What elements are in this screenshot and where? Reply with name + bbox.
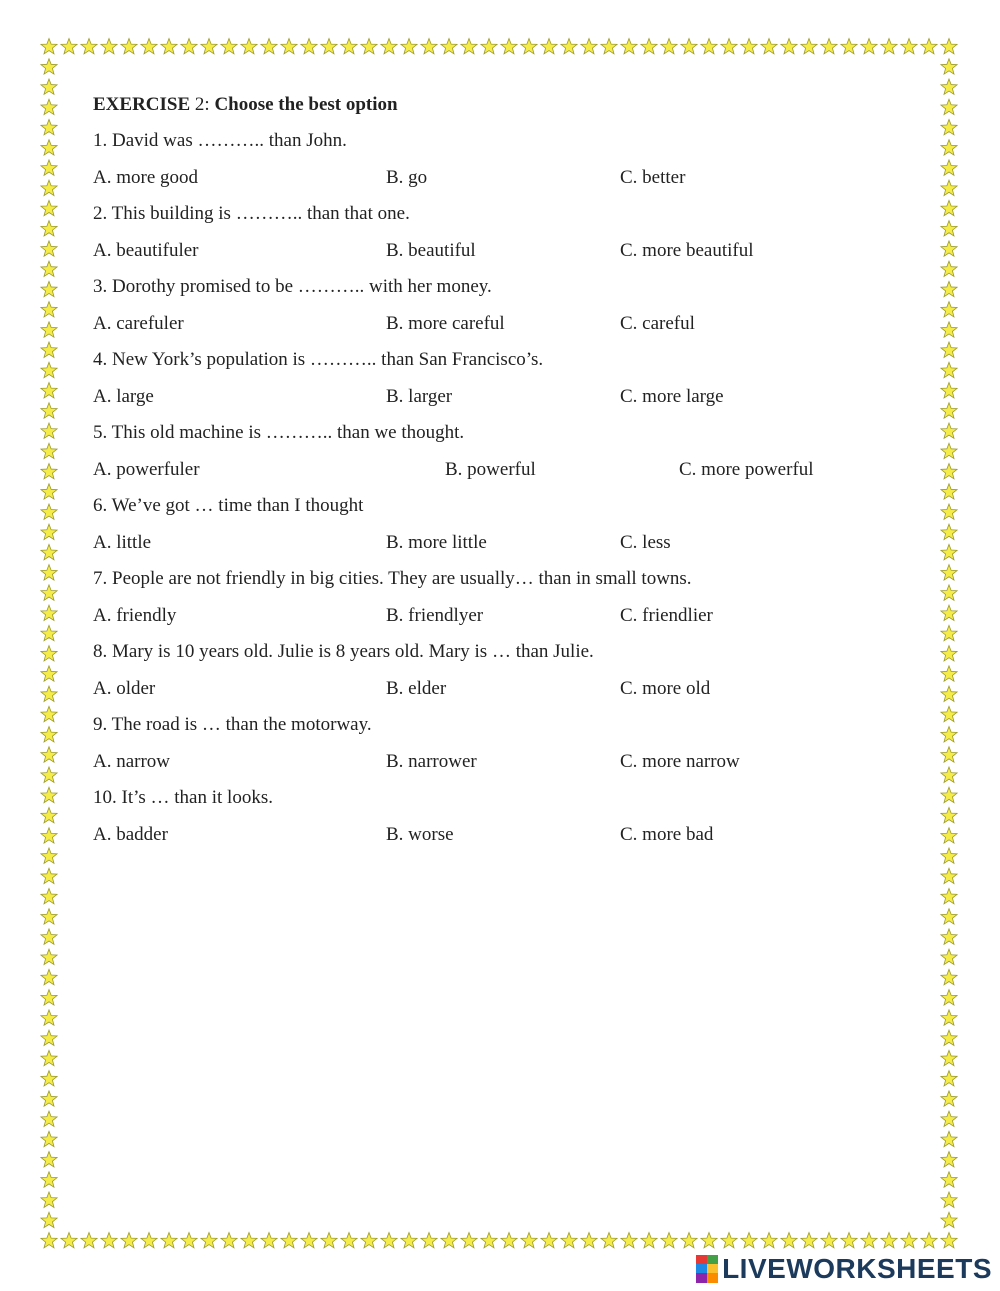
star-icon [941,969,957,984]
star-icon [41,1192,57,1207]
star-icon [161,1233,177,1248]
star-icon [81,1233,97,1248]
question-4 [93,347,913,420]
liveworksheets-logo-icon [696,1255,718,1283]
star-icon [41,1111,57,1126]
star-icon [321,39,337,54]
star-icon [461,39,477,54]
star-icon [521,1233,537,1248]
star-icon [941,929,957,944]
star-icon [41,929,57,944]
star-icon [801,39,817,54]
star-icon [381,1233,397,1248]
star-icon [521,39,537,54]
option-a[interactable]: A. older [93,677,156,699]
star-icon [841,39,857,54]
star-icon [261,1233,277,1248]
options-row [93,749,913,786]
star-icon [41,504,57,519]
logo-block [696,1273,707,1283]
star-icon [881,39,897,54]
option-c[interactable]: C. more beautiful [620,239,754,261]
star-icon [681,39,697,54]
star-icon [941,322,957,337]
star-icon [681,1233,697,1248]
question-2 [93,201,913,274]
star-icon [41,909,57,924]
star-icon [561,1233,577,1248]
star-icon [41,787,57,802]
star-icon [41,544,57,559]
star-icon [41,221,57,236]
star-icon [41,888,57,903]
star-icon [761,1233,777,1248]
star-icon [941,484,957,499]
option-c[interactable]: C. more powerful [679,458,814,480]
star-icon [41,342,57,357]
question-9 [93,712,913,785]
star-icon [41,808,57,823]
star-icon [941,868,957,883]
star-icon [361,1233,377,1248]
star-icon [41,969,57,984]
star-icon [41,949,57,964]
star-icon [641,1233,657,1248]
options-row [93,238,913,275]
star-icon [941,160,957,175]
star-icon [941,727,957,742]
star-icon [41,1010,57,1025]
star-icon [41,706,57,721]
star-icon [341,1233,357,1248]
star-icon [41,868,57,883]
option-b[interactable]: B. powerful [445,458,536,480]
star-icon [81,39,97,54]
star-icon [101,1233,117,1248]
star-icon [41,1091,57,1106]
star-icon [941,808,957,823]
star-icon [41,261,57,276]
star-icon [41,1152,57,1167]
star-icon [261,39,277,54]
star-icon [41,727,57,742]
star-icon [941,39,957,54]
option-c[interactable]: C. more bad [620,823,714,845]
star-icon [441,1233,457,1248]
options-row [93,530,913,567]
question-6 [93,493,913,566]
star-icon [941,140,957,155]
star-icon [61,39,77,54]
star-icon [941,1111,957,1126]
star-icon [661,1233,677,1248]
star-icon [941,747,957,762]
option-c[interactable]: C. more large [620,385,724,407]
star-icon [941,79,957,94]
star-icon [601,39,617,54]
question-text: 10. It’s … than it looks. [93,787,273,808]
question-text: 1. David was ……….. than John. [93,130,347,151]
options-row [93,676,913,713]
star-icon [501,1233,517,1248]
star-icon [301,39,317,54]
star-icon [41,1233,57,1248]
star-icon [41,484,57,499]
star-icon [341,39,357,54]
star-icon [421,1233,437,1248]
star-icon [721,39,737,54]
question-8 [93,639,913,712]
option-b[interactable]: B. larger [386,385,453,407]
star-icon [281,39,297,54]
star-icon [941,990,957,1005]
exercise-title: EXERCISE 2: Choose the best option [93,94,398,115]
star-icon [401,1233,417,1248]
option-a[interactable]: A. powerfuler [93,458,200,480]
star-icon [941,281,957,296]
option-b[interactable]: B. elder [386,677,447,699]
logo-block [696,1264,707,1273]
exercise-label: EXERCISE [93,94,191,115]
question-text: 2. This building is ……….. than that one. [93,203,410,224]
star-icon [481,39,497,54]
star-icon [941,706,957,721]
star-icon [221,1233,237,1248]
star-icon [941,119,957,134]
option-b[interactable]: B. narrower [386,750,477,772]
option-c[interactable]: C. less [620,531,671,553]
star-icon [41,585,57,600]
star-icon [41,605,57,620]
brand-text: LIVEWORKSHEETS [722,1253,992,1284]
question-text: 8. Mary is 10 years old. Julie is 8 years old. Mary is … than Julie. [93,641,594,662]
star-icon [701,1233,717,1248]
star-icon [41,666,57,681]
star-icon [601,1233,617,1248]
question-3 [93,274,913,347]
star-icon [41,241,57,256]
star-icon [581,1233,597,1248]
option-a[interactable]: A. large [93,385,154,407]
star-icon [941,666,957,681]
star-icon [941,1233,957,1248]
star-icon [941,362,957,377]
star-icon [941,1212,957,1227]
option-b[interactable]: B. worse [386,823,454,845]
star-icon [41,403,57,418]
star-icon [941,888,957,903]
option-b[interactable]: B. more little [386,531,487,553]
star-icon [41,39,57,54]
exercise-number: 2 [194,94,205,115]
star-icon [941,59,957,74]
options-row [93,822,913,859]
star-icon [41,646,57,661]
star-icon [761,39,777,54]
option-b[interactable]: B. more careful [386,312,505,334]
star-icon [941,99,957,114]
star-icon [41,1030,57,1045]
star-icon [41,140,57,155]
option-c[interactable]: C. better [620,166,686,188]
star-icon [941,646,957,661]
star-icon [941,544,957,559]
question-7 [93,566,913,639]
worksheet-content [93,92,913,858]
star-icon [941,221,957,236]
star-icon [861,1233,877,1248]
question-10 [93,785,913,858]
option-b[interactable]: B. friendlyer [386,604,484,626]
star-icon [201,39,217,54]
star-icon [181,1233,197,1248]
star-icon [41,423,57,438]
options-row [93,311,913,348]
star-icon [841,1233,857,1248]
star-icon [421,39,437,54]
star-icon [941,302,957,317]
star-icon [41,767,57,782]
option-a[interactable]: A. beautifuler [93,239,199,261]
star-icon [941,828,957,843]
star-icon [801,1233,817,1248]
star-icon [141,1233,157,1248]
star-icon [41,322,57,337]
star-icon [941,443,957,458]
question-text: 5. This old machine is ……….. than we thought. [93,422,465,443]
star-icon [41,180,57,195]
star-icon [941,383,957,398]
star-icon [41,362,57,377]
options-row [93,384,913,421]
star-icon [41,747,57,762]
options-row [93,603,913,640]
star-icon [941,524,957,539]
question-text: 4. New York’s population is ……….. than San Francisco’s. [93,349,544,370]
star-icon [41,828,57,843]
star-icon [41,383,57,398]
star-icon [41,565,57,580]
star-icon [501,39,517,54]
star-icon [41,1172,57,1187]
star-icon [941,1071,957,1086]
star-icon [641,39,657,54]
star-icon [941,909,957,924]
star-icon [41,99,57,114]
star-icon [941,949,957,964]
options-row [93,457,913,494]
star-icon [941,200,957,215]
star-icon [41,160,57,175]
star-icon [41,686,57,701]
star-icon [941,1050,957,1065]
star-icon [721,1233,737,1248]
star-icon [941,1010,957,1025]
star-icon [381,39,397,54]
star-icon [941,625,957,640]
star-icon [361,39,377,54]
question-1 [93,128,913,201]
star-icon [301,1233,317,1248]
option-a[interactable]: A. carefuler [93,312,184,334]
star-icon [821,1233,837,1248]
star-icon [941,565,957,580]
star-icon [941,463,957,478]
star-icon [541,1233,557,1248]
star-icon [41,79,57,94]
star-icon [41,59,57,74]
star-icon [41,1050,57,1065]
option-a[interactable]: A. little [93,531,152,553]
star-icon [661,39,677,54]
exercise-instruction: Choose the best option [214,94,398,115]
star-icon [621,1233,637,1248]
star-icon [781,39,797,54]
star-icon [241,39,257,54]
star-icon [901,1233,917,1248]
star-icon [161,39,177,54]
star-icon [821,39,837,54]
star-icon [61,1233,77,1248]
question-text: 7. People are not friendly in big cities. They are usually… than in small towns. [93,568,692,589]
star-icon [941,605,957,620]
star-icon [921,1233,937,1248]
star-icon [921,39,937,54]
star-icon [941,180,957,195]
star-icon [701,39,717,54]
option-c[interactable]: C. more narrow [620,750,740,772]
star-icon [941,1152,957,1167]
star-icon [41,1131,57,1146]
star-icon [581,39,597,54]
logo-block [707,1273,718,1283]
logo-block [707,1264,718,1273]
star-icon [941,504,957,519]
star-icon [941,1172,957,1187]
star-icon [941,342,957,357]
star-icon [621,39,637,54]
star-icon [941,767,957,782]
star-icon [121,1233,137,1248]
star-icon [941,241,957,256]
star-icon [41,1212,57,1227]
options-row [93,165,913,202]
star-icon [941,1192,957,1207]
question-text: 9. The road is … than the motorway. [93,714,372,735]
option-c[interactable]: C. careful [620,312,695,334]
star-icon [281,1233,297,1248]
option-b[interactable]: B. go [386,166,428,188]
star-icon [41,848,57,863]
star-icon [121,39,137,54]
star-icon [741,39,757,54]
star-icon [941,1030,957,1045]
option-a[interactable]: A. friendly [93,604,177,626]
star-icon [441,39,457,54]
star-icon [941,403,957,418]
star-icon [461,1233,477,1248]
star-icon [221,39,237,54]
star-icon [41,524,57,539]
star-icon [41,463,57,478]
logo-block [707,1255,718,1264]
star-icon [781,1233,797,1248]
star-icon [941,261,957,276]
star-icon [41,119,57,134]
option-a[interactable]: A. badder [93,823,168,845]
option-a[interactable]: A. more good [93,166,199,188]
star-icon [141,39,157,54]
star-icon [941,1091,957,1106]
star-icon [41,443,57,458]
question-text: 3. Dorothy promised to be ……….. with her money. [93,276,492,297]
star-icon [201,1233,217,1248]
star-icon [481,1233,497,1248]
option-b[interactable]: B. beautiful [386,239,476,261]
logo-block [696,1255,707,1264]
star-icon [41,281,57,296]
star-icon [901,39,917,54]
question-5 [93,420,913,493]
option-c[interactable]: C. friendlier [620,604,713,626]
option-c[interactable]: C. more old [620,677,711,699]
star-icon [321,1233,337,1248]
star-icon [181,39,197,54]
star-icon [941,686,957,701]
star-icon [241,1233,257,1248]
star-icon [41,625,57,640]
star-icon [941,585,957,600]
star-icon [941,423,957,438]
star-icon [41,1071,57,1086]
star-icon [741,1233,757,1248]
star-icon [941,848,957,863]
star-icon [881,1233,897,1248]
star-icon [941,787,957,802]
star-icon [561,39,577,54]
star-icon [41,200,57,215]
liveworksheets-brand[interactable] [696,1253,992,1285]
star-icon [941,1131,957,1146]
star-icon [861,39,877,54]
question-text: 6. We’ve got … time than I thought [93,495,364,516]
star-icon [541,39,557,54]
option-a[interactable]: A. narrow [93,750,171,772]
star-icon [41,302,57,317]
star-icon [401,39,417,54]
star-icon [101,39,117,54]
star-icon [41,990,57,1005]
